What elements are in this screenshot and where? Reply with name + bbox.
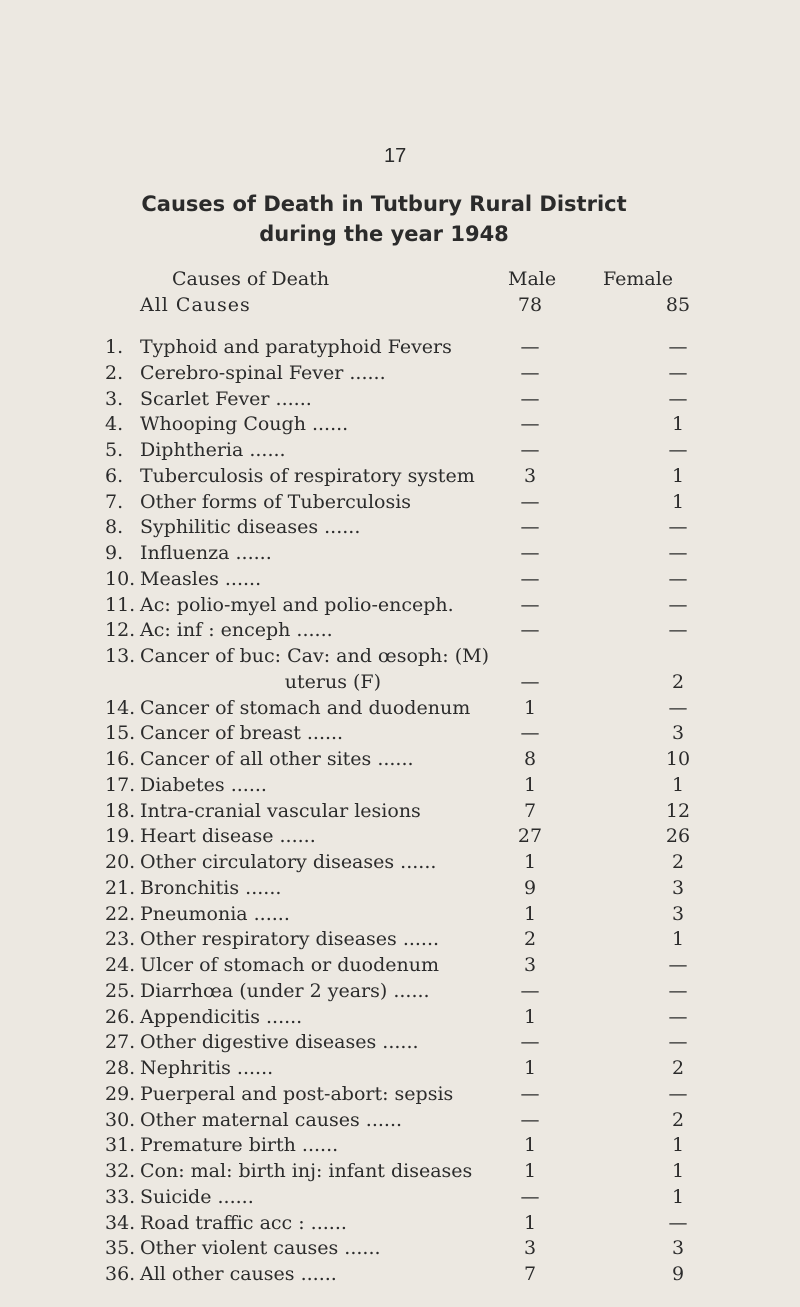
row-number: 3.	[105, 387, 124, 410]
row-male: —	[520, 542, 540, 564]
row-male: 1	[523, 773, 537, 796]
row-cause: Other maternal causes ......	[140, 1108, 403, 1131]
row-number: 23.	[105, 928, 136, 951]
row-cause: Scarlet Fever ......	[140, 387, 312, 410]
row-cause: Ac: inf : enceph ......	[140, 619, 333, 642]
table-row	[0, 388, 800, 416]
row-cause: Cancer of all other sites ......	[140, 748, 414, 770]
header-male: Male	[508, 268, 557, 290]
row-female: 2	[671, 1057, 685, 1079]
row-number: 25.	[105, 979, 136, 1002]
row-male: 1	[523, 696, 537, 719]
row-number: 14.	[105, 696, 136, 719]
row-cause: Bronchitis ......	[140, 876, 282, 899]
row-number: 11.	[105, 593, 136, 616]
table-header	[0, 268, 800, 296]
row-female: 2	[671, 851, 685, 873]
table-row	[0, 1263, 800, 1291]
row-male: 3	[523, 464, 537, 487]
row-female: 3	[671, 722, 685, 745]
row-female: 9	[671, 1263, 685, 1285]
row-number: 4.	[105, 413, 124, 436]
table-row	[0, 413, 800, 441]
row-male: —	[520, 670, 540, 693]
row-cause: Other forms of Tuberculosis	[140, 490, 412, 513]
row-male: 3	[523, 954, 537, 976]
row-number: 24.	[105, 954, 136, 976]
row-female: 1	[671, 490, 685, 513]
row-male: —	[520, 490, 540, 513]
row-cause: Diphtheria ......	[140, 439, 286, 461]
row-number: 30.	[105, 1108, 136, 1131]
table-row	[0, 1186, 800, 1214]
table-row	[0, 748, 800, 776]
table-row	[0, 825, 800, 853]
row-cause: Measles ......	[140, 567, 262, 590]
table-row	[0, 980, 800, 1008]
row-number: 32.	[105, 1160, 136, 1182]
row-male: 1	[523, 1057, 537, 1079]
row-female: —	[668, 516, 688, 539]
row-number: 7.	[105, 490, 124, 513]
table-row	[0, 1237, 800, 1265]
row-female: 3	[671, 876, 685, 899]
row-cause: Nephritis ......	[140, 1057, 274, 1079]
row-male: 1	[523, 902, 537, 925]
table-row	[0, 1057, 800, 1085]
row-male: —	[520, 413, 540, 436]
row-cause: Typhoid and paratyphoid Fevers	[140, 336, 452, 358]
table-row	[0, 439, 800, 467]
row-number: 29.	[105, 1082, 136, 1105]
row-cause: Appendicitis ......	[140, 1005, 303, 1028]
row-female: —	[668, 696, 688, 719]
row-cause: Other circulatory diseases ......	[140, 851, 437, 873]
row-cause: Tuberculosis of respiratory system	[140, 464, 475, 487]
row-cause: Suicide ......	[140, 1185, 254, 1208]
header-female: Female	[603, 268, 674, 290]
row-number: 36.	[105, 1263, 136, 1285]
row-number: 27.	[105, 1031, 136, 1054]
row-female: 1	[671, 773, 685, 796]
row-male: —	[520, 387, 540, 410]
row-female: —	[668, 542, 688, 564]
row-number: 31.	[105, 1134, 136, 1157]
row-number: 16.	[105, 748, 136, 770]
table-row	[0, 877, 800, 905]
row-male: —	[520, 516, 540, 539]
header-cause: Causes of Death	[172, 268, 330, 290]
row-cause: Cancer of stomach and duodenum	[140, 696, 471, 719]
row-cause: Other respiratory diseases ......	[140, 928, 440, 951]
row-number: 21.	[105, 876, 136, 899]
table-row	[0, 722, 800, 750]
row-cause: Pneumonia ......	[140, 902, 290, 925]
row-number: 2.	[105, 361, 124, 384]
row-female: —	[668, 954, 688, 976]
row-cause: All other causes ......	[140, 1263, 337, 1285]
row-cause: Other violent causes ......	[140, 1237, 381, 1260]
table-row	[0, 1212, 800, 1240]
row-female: 1	[671, 1160, 685, 1182]
row-cause: Road traffic acc : ......	[140, 1211, 347, 1234]
table-row	[0, 928, 800, 956]
page-title: Causes of Death in Tutbury Rural District	[141, 192, 627, 216]
row-female: 12	[665, 799, 691, 822]
all-causes-male: 78	[517, 294, 543, 316]
row-male: 1	[523, 1211, 537, 1234]
table-row	[0, 516, 800, 544]
page-number: 17	[384, 145, 407, 167]
row-number: 17.	[105, 773, 136, 796]
table-row	[0, 1031, 800, 1059]
row-female: 1	[671, 928, 685, 951]
row-cause: Syphilitic diseases ......	[140, 516, 361, 539]
row-number: 22.	[105, 902, 136, 925]
row-male: —	[520, 722, 540, 745]
table-row	[0, 774, 800, 802]
table-row	[0, 1006, 800, 1034]
table-row	[0, 800, 800, 828]
row-number: 20.	[105, 851, 136, 873]
table-row	[0, 542, 800, 570]
row-female: 1	[671, 413, 685, 436]
table-row	[0, 491, 800, 519]
row-male: 2	[523, 928, 537, 951]
row-number: 10.	[105, 567, 136, 590]
all-causes-row	[0, 294, 800, 322]
row-female: —	[668, 593, 688, 616]
row-cause: Premature birth ......	[140, 1134, 339, 1157]
row-male: —	[520, 439, 540, 461]
row-male: —	[520, 1108, 540, 1131]
row-male: —	[520, 1185, 540, 1208]
row-female: —	[668, 387, 688, 410]
row-cause: Puerperal and post-abort: sepsis	[140, 1082, 454, 1105]
row-male: —	[520, 979, 540, 1002]
row-number: 5.	[105, 439, 124, 461]
row-cause: Other digestive diseases ......	[140, 1031, 419, 1054]
table-row	[0, 671, 800, 699]
row-female: 26	[665, 825, 691, 848]
row-number: 28.	[105, 1057, 136, 1079]
row-female: —	[668, 1082, 688, 1105]
row-male: 7	[523, 1263, 537, 1285]
table-row	[0, 619, 800, 647]
row-male: —	[520, 361, 540, 384]
row-female: —	[668, 1211, 688, 1234]
row-male: 3	[523, 1237, 537, 1260]
row-female: 3	[671, 1237, 685, 1260]
row-male: —	[520, 1082, 540, 1105]
row-number: 35.	[105, 1237, 136, 1260]
row-number: 9.	[105, 542, 124, 564]
row-number: 1.	[105, 336, 124, 358]
table-row	[0, 594, 800, 622]
row-female: 1	[671, 1185, 685, 1208]
row-female: —	[668, 619, 688, 642]
row-number: 34.	[105, 1211, 136, 1234]
row-cause: Diarrhœa (under 2 years) ......	[140, 979, 430, 1002]
row-male: 27	[517, 825, 543, 848]
table-row	[0, 1083, 800, 1111]
row-cause: Cancer of breast ......	[140, 722, 344, 745]
row-number: 33.	[105, 1185, 136, 1208]
row-male: 9	[523, 876, 537, 899]
table-row	[0, 568, 800, 596]
all-causes-label: All Causes	[140, 294, 251, 316]
row-female: —	[668, 567, 688, 590]
row-male: 8	[523, 748, 537, 770]
row-male: —	[520, 593, 540, 616]
row-male: —	[520, 336, 540, 358]
table-row	[0, 1109, 800, 1137]
row-female: 2	[671, 670, 685, 693]
row-number: 15.	[105, 722, 136, 745]
row-cause: Ulcer of stomach or duodenum	[140, 954, 439, 976]
table-row	[0, 336, 800, 364]
row-male: —	[520, 567, 540, 590]
row-cause: Ac: polio-myel and polio-enceph.	[140, 593, 454, 616]
row-female: —	[668, 979, 688, 1002]
table-row	[0, 645, 800, 673]
row-female: —	[668, 1031, 688, 1054]
row-number: 19.	[105, 825, 136, 848]
row-female: —	[668, 1005, 688, 1028]
row-male: 1	[523, 851, 537, 873]
table-row	[0, 362, 800, 390]
row-number: 12.	[105, 619, 136, 642]
row-cause: Influenza ......	[140, 542, 272, 564]
row-number: 6.	[105, 464, 124, 487]
row-male: —	[520, 619, 540, 642]
row-number: 13.	[105, 645, 136, 667]
row-male: —	[520, 1031, 540, 1054]
table-row	[0, 903, 800, 931]
page-subtitle: during the year 1948	[259, 222, 509, 246]
table-row	[0, 697, 800, 725]
table-row	[0, 465, 800, 493]
row-female: —	[668, 361, 688, 384]
row-cause: Diabetes ......	[140, 773, 267, 796]
row-female: —	[668, 439, 688, 461]
row-cause: Whooping Cough ......	[140, 413, 349, 436]
row-female: 1	[671, 464, 685, 487]
row-female: 3	[671, 902, 685, 925]
row-female: 2	[671, 1108, 685, 1131]
row-cause: Intra-cranial vascular lesions	[140, 799, 421, 822]
row-number: 18.	[105, 799, 136, 822]
row-cause: Cancer of buc: Cav: and œsoph: (M)	[140, 645, 490, 667]
row-number: 26.	[105, 1005, 136, 1028]
row-male: 1	[523, 1134, 537, 1157]
all-causes-female: 85	[665, 294, 691, 316]
table-row	[0, 954, 800, 982]
row-cause: Heart disease ......	[140, 825, 316, 848]
table-row	[0, 851, 800, 879]
row-cause: uterus (F)	[284, 670, 381, 693]
table-row	[0, 1160, 800, 1188]
row-male: 1	[523, 1005, 537, 1028]
row-male: 7	[523, 799, 537, 822]
row-female: 10	[665, 748, 691, 770]
row-male: 1	[523, 1160, 537, 1182]
row-female: 1	[671, 1134, 685, 1157]
table-row	[0, 1134, 800, 1162]
row-number: 8.	[105, 516, 124, 539]
row-female: —	[668, 336, 688, 358]
row-cause: Con: mal: birth inj: infant diseases	[140, 1160, 473, 1182]
row-cause: Cerebro-spinal Fever ......	[140, 361, 386, 384]
